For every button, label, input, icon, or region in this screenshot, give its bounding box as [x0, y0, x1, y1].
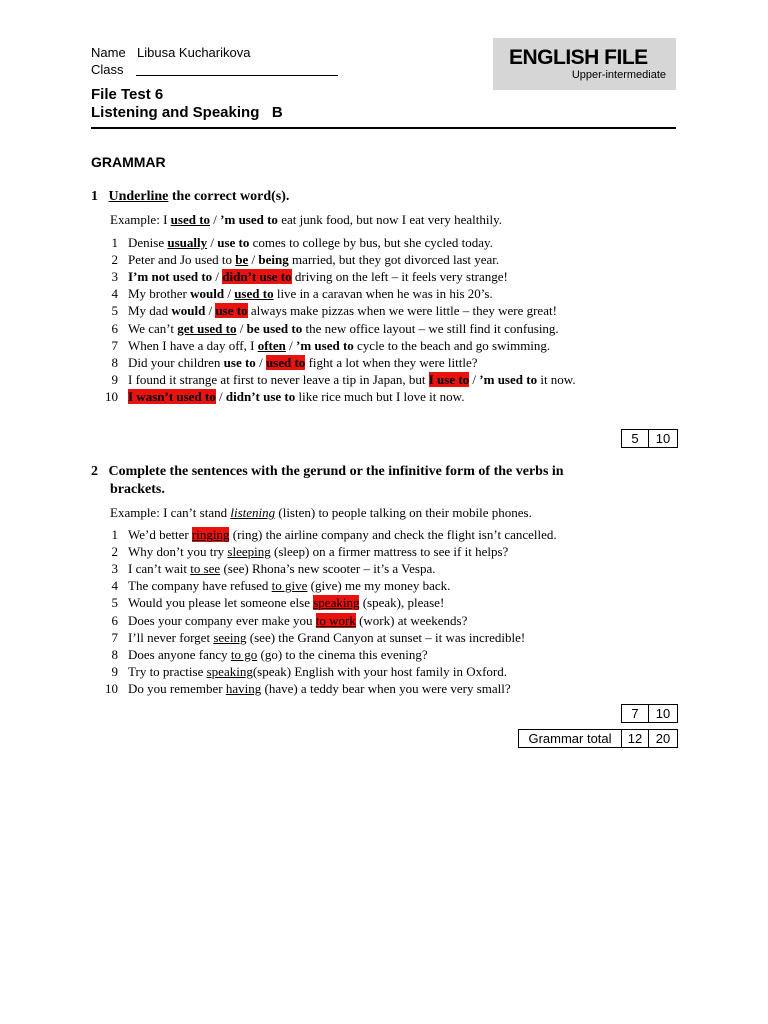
test-subtitle — [91, 104, 283, 121]
q2-instruction-line2: brackets. — [110, 482, 165, 497]
q2-underlined-answer: having — [225, 680, 262, 696]
grammar-total-score: 12 — [621, 730, 648, 747]
q2-item-text: We’d better — [128, 527, 192, 542]
q1-item-text: My dad — [128, 303, 172, 319]
q1-item-text: always make pizzas when we were little – they were great! — [247, 303, 557, 319]
q2-item — [128, 544, 508, 560]
q2-item-text: (speak), please! — [359, 595, 445, 611]
q1-underlined-answer: often — [257, 337, 286, 353]
q1-item-text: would — [190, 286, 225, 302]
q1-item-text: We can’t — [128, 320, 178, 336]
q1-item-text: ’m used to — [479, 371, 538, 387]
q1-item-text: cycle to the beach and go swimming. — [353, 337, 551, 353]
q2-instruction-line1-wrap — [91, 464, 631, 480]
q2-number: 2 — [91, 464, 98, 479]
test-subtitle-text: Listening and Speaking — [91, 104, 260, 121]
q1-example-sep: / — [210, 212, 221, 227]
q1-item-text: Did your children — [128, 354, 224, 370]
q2-item-number: 5 — [111, 595, 118, 611]
q2-marked-answer: ringing — [191, 527, 230, 542]
q1-example — [110, 212, 502, 228]
q1-item-text: / — [255, 354, 266, 370]
q1-marked-answer: didn’t use to — [222, 269, 292, 285]
q1-item-text: ’m used to — [296, 337, 354, 353]
student-name: Libusa Kucharikova — [137, 45, 251, 60]
q1-item-text: like rice much but I love it now. — [295, 388, 465, 404]
q1-item-text: fight a lot when they were little? — [305, 354, 478, 370]
q2-item-text: Why don’t you try — [128, 544, 228, 560]
q2-item — [128, 578, 450, 594]
q2-item-text: (see) Rhona’s new scooter – it’s a Vespa. — [220, 561, 436, 577]
q1-score-box — [621, 429, 678, 448]
q1-item-text: / — [215, 388, 226, 404]
q1-item-number: 7 — [111, 337, 118, 353]
q1-item-text: live in a caravan when he was in his 20’s. — [273, 286, 493, 302]
q2-score: 7 — [631, 706, 639, 721]
q1-item-text: didn’t use to — [225, 388, 296, 404]
q1-item-text: / — [469, 371, 480, 387]
test-version: B — [271, 104, 283, 121]
q2-item-number: 2 — [111, 544, 118, 560]
q2-instruction — [91, 464, 631, 498]
q2-underlined-answer: sleeping — [227, 544, 271, 560]
q1-marked-answer: used to — [265, 354, 306, 370]
q2-item-text: Does your company ever make you — [128, 612, 316, 628]
q1-item — [128, 338, 550, 354]
q2-item — [128, 527, 557, 543]
q1-marked-answer: I use to — [428, 371, 470, 387]
q1-item — [128, 321, 559, 337]
q2-marked-answer: speaking — [313, 595, 360, 611]
test-title: File Test 6 — [91, 86, 164, 103]
class-blank-line — [136, 75, 338, 76]
q1-item-text: married, but they got divorced last year. — [288, 252, 500, 268]
q2-example — [110, 505, 532, 521]
q2-item-text: (speak) English with your host family in Oxford. — [252, 663, 508, 679]
q1-underlined-answer: be — [235, 252, 249, 268]
q1-item-number: 2 — [111, 252, 118, 268]
q1-item-text: being — [258, 252, 289, 268]
q1-instruction-underlined: Underline — [108, 189, 169, 204]
q2-item-text: (ring) the airline company and check the flight isn’t cancelled. — [229, 527, 557, 542]
q1-item-number: 5 — [111, 303, 118, 319]
q2-item-text: (have) a teddy bear when you were very small? — [261, 680, 511, 696]
q2-underlined-answer: to give — [271, 578, 308, 594]
q1-item-text: / — [248, 252, 259, 268]
q2-score-box — [621, 704, 678, 723]
english-file-logo — [493, 38, 676, 90]
q2-item-text: Try to practise — [128, 663, 207, 679]
q2-item-text: Would you please let someone else — [128, 595, 314, 611]
q2-item-text: (give) me my money back. — [307, 578, 451, 594]
q2-underlined-answer: to see — [190, 561, 221, 577]
q2-item-number: 10 — [105, 680, 118, 696]
q1-marked-answer: use to — [215, 303, 248, 319]
class-label: Class — [91, 62, 124, 77]
q1-item-number: 6 — [111, 320, 118, 336]
q1-instruction-rest: the correct word(s). — [171, 189, 290, 204]
q1-item — [128, 303, 557, 319]
q2-item-number: 3 — [111, 561, 118, 577]
q2-item — [128, 630, 525, 646]
q2-item-number: 7 — [111, 629, 118, 645]
q2-item-number: 9 — [111, 663, 118, 679]
q1-item-text: would — [171, 303, 206, 319]
q1-example-option-2: ’m used to — [220, 212, 278, 227]
q1-example-suffix: eat junk food, but now I eat very healthily. — [277, 212, 503, 227]
q1-item-number: 4 — [111, 286, 118, 302]
q1-item-text: Denise — [128, 235, 168, 250]
q2-marked-answer: to work — [315, 612, 356, 628]
logo-title: ENGLISH FILE — [509, 46, 648, 69]
q2-example-prefix: Example: I can’t stand — [110, 505, 231, 520]
q2-item — [128, 681, 511, 697]
q1-item-text: / — [205, 303, 216, 319]
q1-item-text: I found it strange at first to never leave a tip in Japan, but — [128, 371, 429, 387]
q1-example-prefix: Example: I — [110, 212, 171, 227]
q2-item-text: Do you remember — [128, 680, 226, 696]
q1-item-text: / — [224, 286, 235, 302]
q2-item-text: (sleep) on a firmer mattress to see if it helps? — [270, 544, 509, 560]
q1-example-option-1: used to — [170, 212, 211, 227]
q1-item-text: My brother — [128, 286, 191, 302]
q1-item-number: 8 — [111, 354, 118, 370]
q1-item-text: I’m not used to — [128, 269, 213, 285]
q1-number: 1 — [91, 189, 98, 204]
name-label: Name — [91, 45, 126, 60]
q2-item-number: 6 — [111, 612, 118, 628]
q1-item-text: the new office layout – we still find it confusing. — [302, 320, 559, 336]
q2-item-text: (work) at weekends? — [355, 612, 468, 628]
q2-example-answer: listening — [230, 505, 276, 520]
q1-underlined-answer: get used to — [177, 320, 237, 336]
header-rule — [91, 127, 676, 129]
q1-item-text: When I have a day off, I — [128, 337, 258, 353]
logo-subtitle: Upper-intermediate — [571, 69, 666, 81]
q1-item — [128, 269, 508, 285]
q2-item-text: I can’t wait — [128, 561, 191, 577]
q2-item-number: 8 — [111, 646, 118, 662]
grammar-total-max: 20 — [648, 730, 677, 747]
q2-underlined-answer: to go — [230, 646, 258, 662]
q2-item — [128, 647, 428, 663]
q1-item-text: use to — [223, 354, 256, 370]
q2-example-suffix: (listen) to people talking on their mobile phones. — [275, 505, 532, 520]
q2-item-text: The company have refused — [128, 578, 272, 594]
q1-item-text: be used to — [246, 320, 303, 336]
q1-item-number: 10 — [105, 388, 118, 404]
q2-underlined-answer: speaking — [206, 663, 253, 679]
q1-marked-answer: I wasn’t used to — [128, 388, 216, 404]
section-title: GRAMMAR — [91, 154, 166, 170]
q1-item-text: / — [236, 320, 247, 336]
q1-item-text: use to — [217, 235, 250, 250]
grammar-total-box — [518, 729, 678, 748]
q1-item — [128, 389, 464, 405]
q1-item-text: comes to college by bus, but she cycled today. — [249, 235, 493, 250]
q2-item-text: (go) to the cinema this evening? — [257, 646, 428, 662]
grammar-total-label: Grammar total — [528, 731, 612, 746]
q1-item-text: / — [212, 269, 223, 285]
q2-item — [128, 613, 467, 629]
q2-underlined-answer: seeing — [213, 629, 247, 645]
q1-item-number: 1 — [111, 235, 118, 250]
q1-item — [128, 286, 493, 302]
q1-item-number: 3 — [111, 269, 118, 285]
q2-instruction-line1: Complete the sentences with the gerund or the infinitive form of the verbs in — [108, 464, 564, 479]
q1-max: 10 — [648, 430, 677, 447]
q1-item-text: Peter and Jo used to — [128, 252, 236, 268]
q2-item — [128, 561, 435, 577]
q1-underlined-answer: used to — [234, 286, 274, 302]
q1-item — [128, 235, 493, 251]
q2-item-number: 1 — [111, 527, 118, 542]
q2-item — [128, 664, 507, 680]
q2-item-text: Does anyone fancy — [128, 646, 231, 662]
q1-item-text: it now. — [537, 371, 576, 387]
q2-item-text: (see) the Grand Canyon at sunset – it was incredible! — [246, 629, 526, 645]
q1-instruction — [91, 189, 289, 205]
q2-item — [128, 595, 444, 611]
q2-max: 10 — [648, 705, 677, 722]
q2-item-text: I’ll never forget — [128, 629, 214, 645]
q1-item — [128, 355, 478, 371]
q1-item-number: 9 — [111, 371, 118, 387]
q1-item-text: / — [285, 337, 296, 353]
q1-item — [128, 372, 576, 388]
q1-item-text: / — [207, 235, 218, 250]
q2-item-number: 4 — [111, 578, 118, 594]
q1-item — [128, 252, 499, 268]
q1-score: 5 — [631, 431, 639, 446]
q1-item-text: driving on the left – it feels very strange! — [291, 269, 508, 285]
q1-underlined-answer: usually — [167, 235, 208, 250]
